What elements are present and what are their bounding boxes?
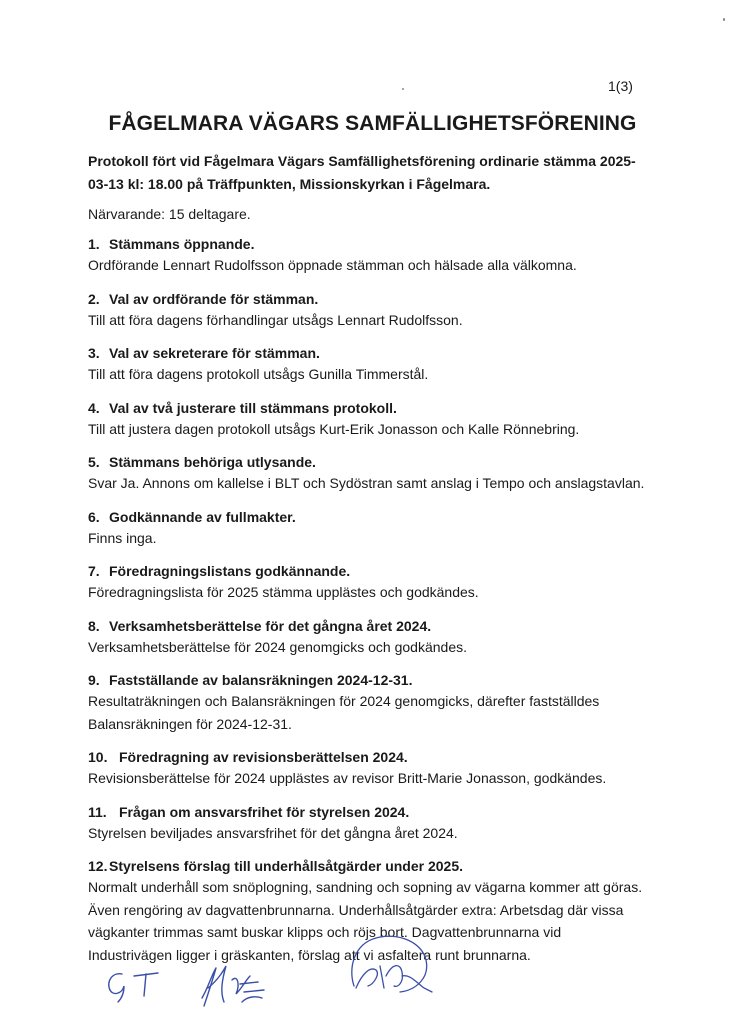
agenda-item-number: 7.: [88, 563, 100, 579]
agenda-item-number: 11.: [88, 803, 107, 820]
agenda-item-title: Val av ordförande för stämman.: [109, 290, 319, 307]
protocol-intro: Protokoll fört vid Fågelmara Vägars Samfällighetsförening ordinarie stämma 2025-03-13 kl: 18.00 på Träffpunkten, Missionskyrkan i Fågelmara.: [88, 153, 636, 192]
agenda-item: [88, 398, 648, 441]
agenda-item-number: 4.: [88, 399, 100, 416]
agenda-item-heading: [88, 747, 648, 767]
agenda-item-title: Val av sekreterare för stämman.: [109, 345, 320, 361]
agenda-list: [88, 234, 648, 978]
agenda-item-title: Verksamhetsberättelse för det gångna året 2024.: [109, 617, 432, 634]
agenda-item-number: 6.: [88, 508, 100, 525]
attendance-line: Närvarande: 15 deltagare.: [88, 206, 251, 222]
agenda-item-heading: [88, 289, 648, 309]
agenda-item-body: Resultaträkningen och Balansräkningen för 2024 genomgicks, därefter fastställdes Balansräkningen för 2024-12-31.: [88, 693, 600, 732]
agenda-item-title: Styrelsens förslag till underhållsåtgärder under 2025.: [109, 858, 464, 874]
agenda-item-title: Frågan om ansvarsfrihet för styrelsen 2024.: [119, 803, 410, 820]
agenda-item-number: 8.: [88, 617, 100, 634]
agenda-item-heading: [88, 802, 648, 822]
agenda-item-body: Normalt underhåll som snöplogning, sandning och sopning av vägarna kommer att göras. Även rengöring av dagvattenbrunnarna. Underhållsåtgärder extra: Arbetsdag där vissa vägkanter trimmas samt buskar klipps och röjs bort. Dagvattenbrunnarna vid Industrivägen ligger i gräskanten, förslag att vi asfaltera runt brunnarna.: [88, 879, 643, 963]
agenda-item-title: Fastställande av balansräkningen 2024-12-31.: [109, 672, 413, 688]
scan-speck: [723, 18, 725, 21]
agenda-item-title: Stämmans öppnande.: [109, 236, 255, 252]
agenda-item-title: Val av två justerare till stämmans protokoll.: [109, 399, 397, 416]
agenda-item-body: Revisionsberättelse för 2024 upplästes av revisor Britt-Marie Jonasson, godkändes.: [88, 770, 607, 786]
agenda-item-heading: [88, 234, 648, 254]
agenda-item-number: 10.: [88, 749, 108, 765]
agenda-item-body: Styrelsen beviljades ansvarsfrihet för det gångna året 2024.: [88, 824, 458, 841]
signature-one: [182, 958, 277, 1018]
agenda-item-body: Till att justera dagen protokoll utsågs Kurt-Erik Jonasson och Kalle Rönnebring.: [88, 420, 580, 437]
agenda-item: [88, 289, 648, 332]
agenda-item: [88, 670, 648, 735]
agenda-item-number: 9.: [88, 672, 100, 688]
agenda-item-number: 3.: [88, 345, 100, 361]
agenda-item-heading: [88, 616, 648, 636]
agenda-item-heading: [88, 507, 648, 527]
page-title: FÅGELMARA VÄGARS SAMFÄLLIGHETSFÖRENING: [108, 112, 637, 135]
agenda-item: [88, 747, 648, 790]
agenda-item: [88, 561, 648, 604]
agenda-item-title: Föredragningslistans godkännande.: [109, 563, 351, 579]
agenda-item-body: Till att föra dagens protokoll utsågs Gunilla Timmerstål.: [88, 366, 429, 382]
agenda-item-heading: [88, 856, 648, 876]
signature-two: [340, 930, 450, 1000]
agenda-item: [88, 452, 648, 495]
agenda-item-heading: [88, 398, 648, 418]
agenda-item-title: Stämmans behöriga utlysande.: [109, 454, 316, 470]
agenda-item-number: 1.: [88, 236, 100, 252]
agenda-item-body: Finns inga.: [88, 529, 157, 546]
agenda-item-number: 5.: [88, 454, 100, 470]
agenda-item-body: Verksamhetsberättelse för 2024 genomgicks och godkändes.: [88, 638, 468, 655]
agenda-item-heading: [88, 343, 648, 363]
agenda-item-title: Godkännande av fullmakter.: [109, 508, 296, 525]
initials-signature: [100, 960, 180, 1010]
agenda-item: [88, 343, 648, 386]
agenda-item-body: Ordförande Lennart Rudolfsson öppnade stämman och hälsade alla välkomna.: [88, 257, 577, 273]
agenda-item-number: 12.: [88, 858, 108, 874]
page-number: 1(3): [608, 78, 633, 94]
agenda-item-body: Föredragningslista för 2025 stämma upplästes och godkändes.: [88, 584, 479, 600]
agenda-item-number: 2.: [88, 290, 100, 307]
agenda-item: [88, 616, 648, 659]
agenda-item-body: Svar Ja. Annons om kallelse i BLT och Sydöstran samt anslag i Tempo och anslagstavlan.: [88, 475, 645, 491]
agenda-item-heading: [88, 670, 648, 690]
agenda-item: [88, 507, 648, 550]
agenda-item-heading: [88, 452, 648, 472]
agenda-item-heading: [88, 561, 648, 581]
agenda-item: [88, 234, 648, 277]
agenda-item: [88, 802, 648, 845]
scan-speck: [402, 88, 404, 90]
agenda-item-body: Till att föra dagens förhandlingar utsågs Lennart Rudolfsson.: [88, 311, 463, 328]
agenda-item-title: Föredragning av revisionsberättelsen 2024.: [119, 749, 408, 765]
